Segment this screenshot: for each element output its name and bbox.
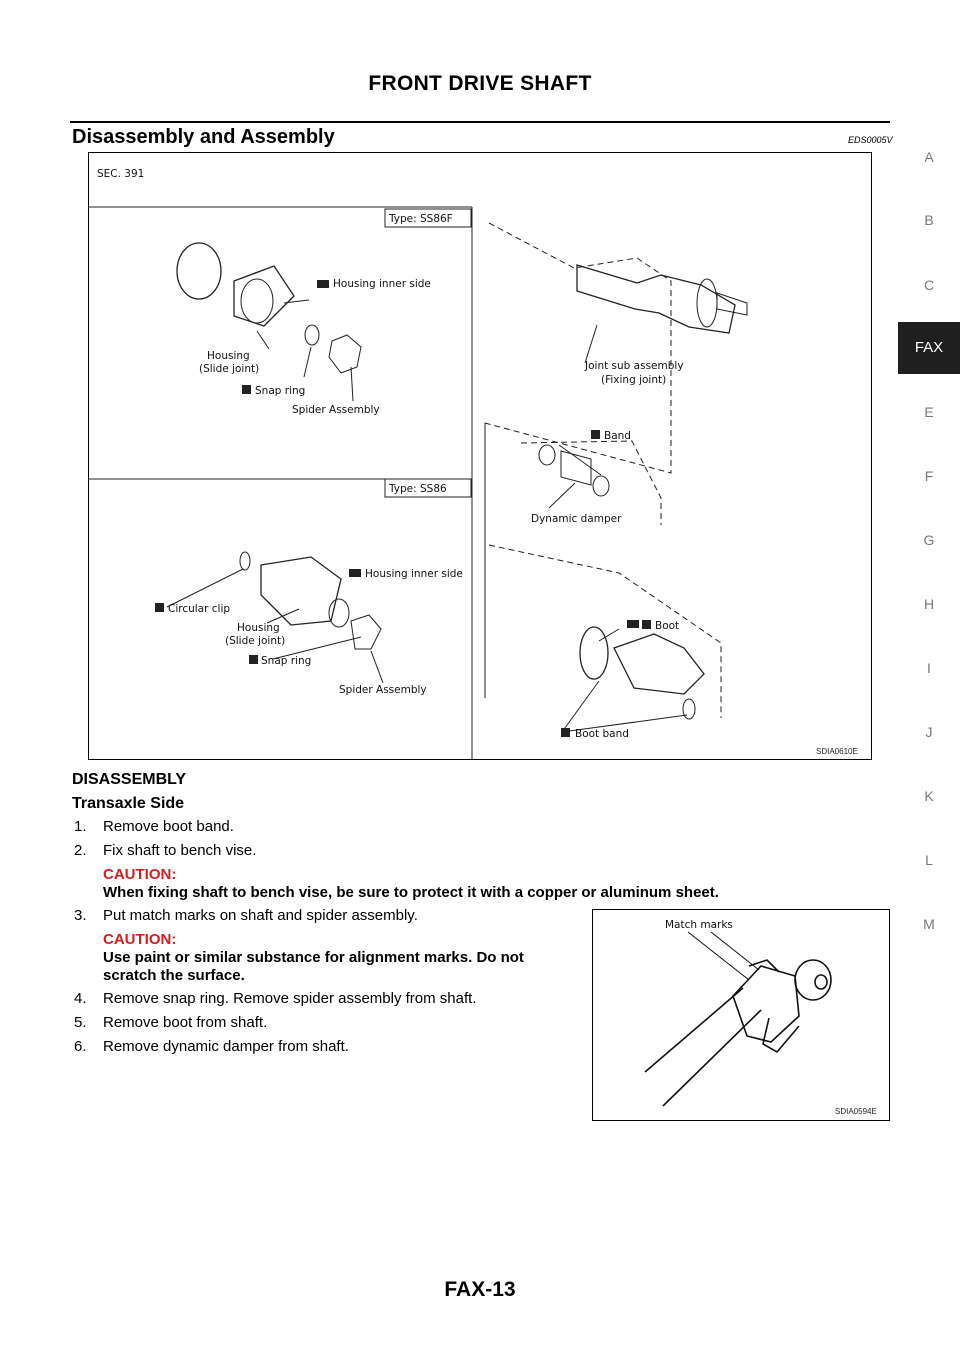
side-tab-l[interactable]: L xyxy=(925,852,933,868)
step-text: Put match marks on shaft and spider assembly. xyxy=(103,907,418,924)
label-slide-joint-1: (Slide joint) xyxy=(199,363,260,375)
label-snap-ring-1: Snap ring xyxy=(255,385,306,397)
disassembly-heading: DISASSEMBLY xyxy=(72,771,187,788)
side-tab-j[interactable]: J xyxy=(925,724,933,740)
match-marks-svg xyxy=(593,910,889,1120)
figure1-id: SDIA0610E xyxy=(816,747,858,756)
side-tab-c[interactable]: C xyxy=(923,277,935,293)
label-boot-band: Boot band xyxy=(575,728,629,740)
section-code: EDS0005V xyxy=(848,135,893,145)
label-circular-clip: Circular clip xyxy=(168,603,231,615)
caution-1 xyxy=(103,866,863,902)
caution-label: CAUTION: xyxy=(103,931,177,948)
step-text: Remove boot from shaft. xyxy=(103,1014,268,1031)
label-housing-2: Housing xyxy=(237,622,280,634)
label-joint-sub-assembly: Joint sub assembly xyxy=(585,360,684,372)
step-text: Remove dynamic damper from shaft. xyxy=(103,1038,349,1055)
side-tab-e[interactable]: E xyxy=(924,404,934,420)
caution-text-line1: Use paint or similar substance for alignment marks. Do not xyxy=(103,949,524,966)
label-slide-joint-2: (Slide joint) xyxy=(225,635,286,647)
side-tab-k[interactable]: K xyxy=(924,788,934,804)
step-text: Fix shaft to bench vise. xyxy=(103,842,257,859)
section-title: Disassembly and Assembly xyxy=(72,126,335,148)
caution-2 xyxy=(103,931,593,985)
step-number: 1. xyxy=(74,818,87,835)
side-tab-g[interactable]: G xyxy=(923,532,935,548)
page-number: FAX-13 xyxy=(444,1278,516,1301)
step-number: 4. xyxy=(74,990,87,1007)
type-ss86: Type: SS86 xyxy=(389,483,447,495)
step-number: 6. xyxy=(74,1038,87,1055)
side-tab-b[interactable]: B xyxy=(924,212,934,228)
step-number: 3. xyxy=(74,907,87,924)
caution-text-line2: scratch the surface. xyxy=(103,967,245,984)
label-housing-inner-side-1: Housing inner side xyxy=(333,278,431,290)
side-tab-fax[interactable]: FAX xyxy=(898,322,960,374)
caution-text: When fixing shaft to bench vise, be sure to protect it with a copper or aluminum sheet. xyxy=(103,884,719,901)
label-spider-assembly-1: Spider Assembly xyxy=(292,404,380,416)
side-tab-f[interactable]: F xyxy=(924,468,934,484)
label-boot: Boot xyxy=(655,620,680,632)
step-text: Remove boot band. xyxy=(103,818,234,835)
side-tab-a[interactable]: A xyxy=(924,149,934,165)
header-rule xyxy=(70,121,890,123)
step-text: Remove snap ring. Remove spider assembly from shaft. xyxy=(103,990,477,1007)
caution-label: CAUTION: xyxy=(103,866,177,883)
exploded-diagram-svg xyxy=(89,153,871,759)
side-tab-m[interactable]: M xyxy=(923,916,935,932)
step-number: 5. xyxy=(74,1014,87,1031)
figure2-id: SDIA0594E xyxy=(835,1107,877,1116)
label-fixing-joint: (Fixing joint) xyxy=(601,374,667,386)
exploded-diagram-figure xyxy=(88,152,872,760)
transaxle-side-heading: Transaxle Side xyxy=(72,795,185,812)
match-marks-label: Match marks xyxy=(665,919,733,931)
side-tab-h[interactable]: H xyxy=(923,596,935,612)
label-snap-ring-2: Snap ring xyxy=(261,655,312,667)
page-header-title: FRONT DRIVE SHAFT xyxy=(368,72,592,95)
match-marks-figure xyxy=(592,909,890,1121)
sec-number: SEC. 391 xyxy=(97,168,145,180)
label-spider-assembly-2: Spider Assembly xyxy=(339,684,427,696)
label-housing-1: Housing xyxy=(207,350,250,362)
label-housing-inner-side-2: Housing inner side xyxy=(365,568,463,580)
label-dynamic-damper: Dynamic damper xyxy=(531,513,622,525)
type-ss86f: Type: SS86F xyxy=(389,213,453,225)
step-number: 2. xyxy=(74,842,87,859)
label-band: Band xyxy=(604,430,631,442)
side-tab-i[interactable]: I xyxy=(927,660,931,676)
